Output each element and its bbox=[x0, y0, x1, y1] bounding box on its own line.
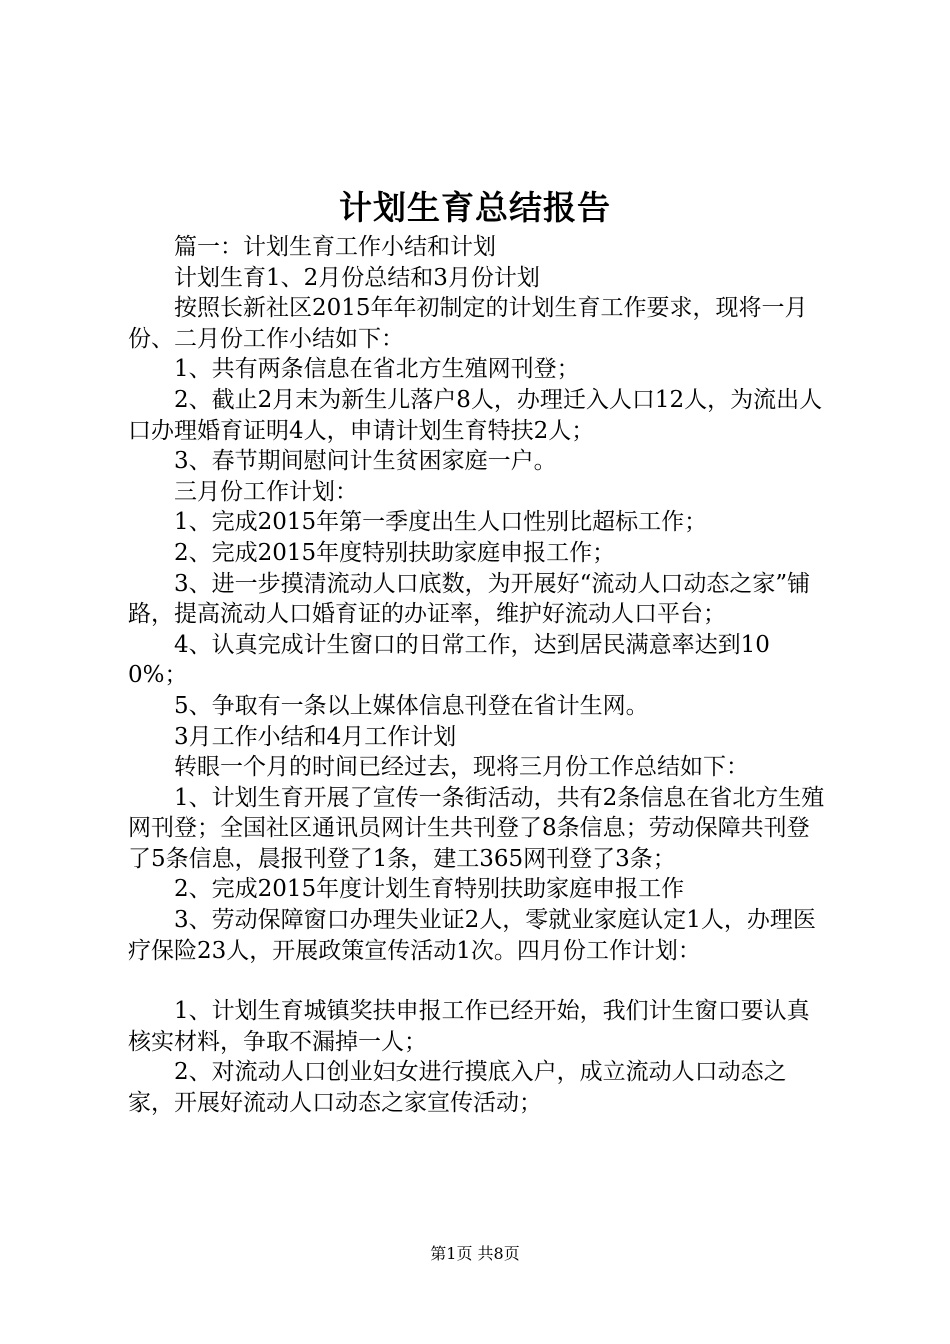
paragraph: 1、共有两条信息在省北方生殖网刊登； bbox=[174, 356, 580, 383]
paragraph: 2、完成2015年度特别扶助家庭申报工作； bbox=[174, 539, 616, 566]
paragraph: 1、计划生育城镇奖扶申报工作已经开始，我们计生窗口要认真核实材料，争取不漏掉一人； bbox=[128, 998, 810, 1055]
paragraph: 3、劳动保障窗口办理失业证2人，零就业家庭认定1人，办理医疗保险23人，开展政策宣传活动1次。四月份工作计划： bbox=[128, 907, 816, 964]
paragraph: 1、计划生育开展了宣传一条街活动，共有2条信息在省北方生殖网刊登；全国社区通讯员网计生共刊登了8条信息；劳动保障共刊登了5条信息，晨报刊登了1条，建工365网刊登了3条； bbox=[128, 784, 825, 872]
paragraph: 三月份工作计划： bbox=[174, 478, 358, 505]
paragraph: 转眼一个月的时间已经过去，现将三月份工作总结如下： bbox=[174, 754, 749, 781]
document-title: 计划生育总结报告 bbox=[339, 188, 611, 227]
document-body bbox=[128, 232, 828, 1119]
paragraph: 按照长新社区2015年年初制定的计划生育工作要求，现将一月份、二月份工作小结如下： bbox=[128, 295, 808, 352]
paragraph: 3、春节期间慰问计生贫困家庭一户。 bbox=[174, 448, 557, 475]
page-number-footer: 第1页 共8页 bbox=[430, 1244, 520, 1263]
paragraph: 3、进一步摸清流动人口底数，为开展好“流动人口动态之家”铺路，提高流动人口婚育证的办证率，维护好流动人口平台； bbox=[128, 570, 811, 628]
paragraph: 2、对流动人口创业妇女进行摸底入户，成立流动人口动态之家，开展好流动人口动态之家宣传活动； bbox=[128, 1059, 787, 1117]
paragraph: 篇一：计划生育工作小结和计划 bbox=[174, 234, 496, 260]
paragraph: 5、争取有一条以上媒体信息刊登在省计生网。 bbox=[174, 692, 649, 719]
paragraph: 1、完成2015年第一季度出生人口性别比超标工作； bbox=[174, 509, 708, 536]
paragraph: 2、截止2月末为新生儿落户8人，办理迁入人口12人，为流出人口办理婚育证明4人，申请计划生育特扶2人； bbox=[128, 386, 823, 444]
paragraph: 计划生育1、2月份总结和3月份计划 bbox=[174, 264, 540, 291]
paragraph: 3月工作小结和4月工作计划 bbox=[174, 723, 457, 750]
paragraph: 4、认真完成计生窗口的日常工作，达到居民满意率达到100%； bbox=[128, 631, 770, 689]
paragraph: 2、完成2015年度计划生育特别扶助家庭申报工作 bbox=[174, 876, 685, 903]
